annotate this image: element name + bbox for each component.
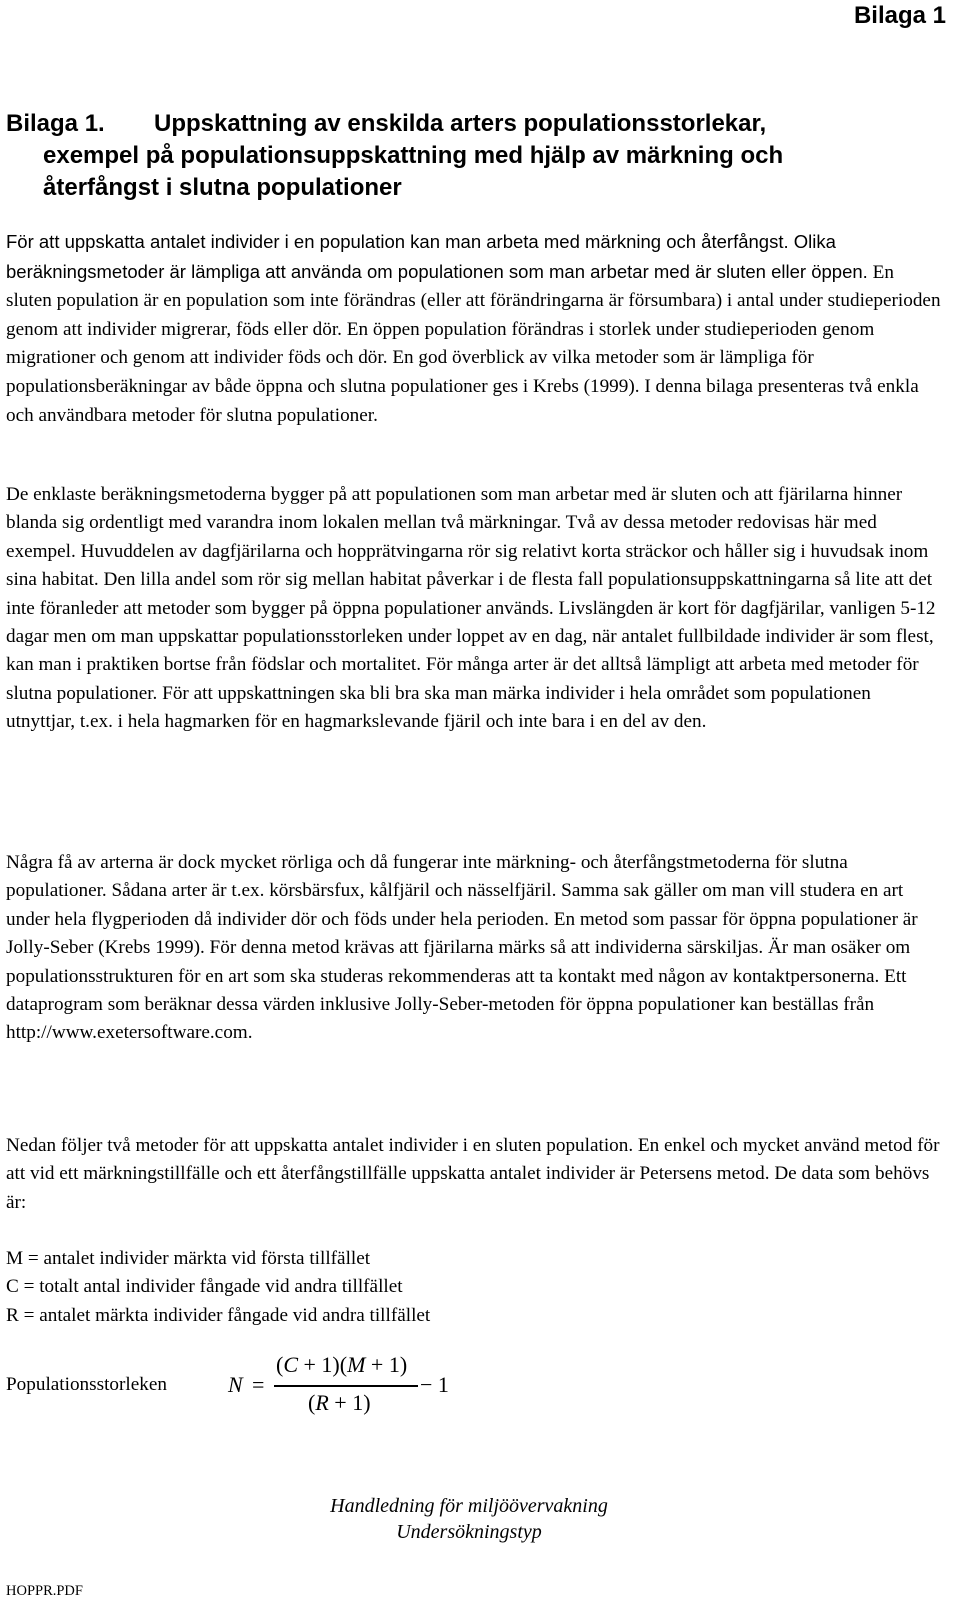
- heading-title-part-1: Uppskattning av enskilda arters populationsstorlekar,: [154, 110, 767, 137]
- paragraph-mobile-species: Några få av arterna är dock mycket rörliga och då fungerar inte märkning- och återfångstmetoderna för slutna populationer. Sådana arter är t.ex. körsbärsfux, kålfjäril och nässelfjäril. Samma sak gäller om man vill studera en art under hela flygperioden då individer dör och föds under hela perioden. En metod som passar för öppna populationer är Jolly-Seber (Krebs 1999). För denna metod krävas att fjärilarna märks så att individerna särskiljas. Är man osäker om populationsstrukturen för en art som ska studeras rekommenderas att ta kontakt med någon av kontaktpersonerna. Ett dataprogram som beräknar dessa värden inklusive Jolly-Seber-metoden för öppna populationer kan beställas från http://www.exetersoftware.com.: [6, 852, 918, 1044]
- section-heading: [6, 108, 946, 204]
- fraction-bar: [274, 1385, 418, 1387]
- formula-minus-one: − 1: [420, 1372, 449, 1397]
- heading-title-part-3: återfångst i slutna populationer: [43, 174, 402, 201]
- petersen-formula: [6, 1352, 606, 1428]
- formula-label: Populationsstorleken: [6, 1374, 167, 1395]
- definition-m: M = antalet individer märkta vid första tillfället: [6, 1248, 371, 1269]
- heading-title-part-2: exempel på populationsuppskattning med hjälp av märkning och: [43, 142, 784, 169]
- intro-paragraph: [6, 228, 941, 430]
- definition-c: C = totalt antal individer fångade vid andra tillfället: [6, 1276, 403, 1298]
- paragraph-petersen-intro: Nedan följer två metoder för att uppskatta antalet individer i en sluten population. En enkel och mycket använd metod för att vid ett märkningstillfälle och ett återfångstillfälle uppskatta antalet individer är Petersens metod. De data som behövs är:: [6, 1135, 940, 1213]
- variable-definitions: [6, 1245, 430, 1330]
- intro-sans-text: För att uppskatta antalet individer i en population kan man arbeta med märkning och återfångst. Olika beräkningsmetoder är lämpliga att använda om populationen som man arbetar med är sluten eller öppen.: [6, 231, 868, 282]
- formula-equals: =: [252, 1372, 265, 1397]
- footer-line-1: Handledning för miljöövervakning: [330, 1495, 608, 1517]
- definition-r: R = antalet märkta individer fångade vid andra tillfället: [6, 1304, 431, 1326]
- page-footer: [296, 1493, 642, 1545]
- page-header-label: Bilaga 1: [853, 2, 946, 29]
- intro-serif-text: En sluten population är en population som inte förändras (eller att förändringarna är försumbara) i antal under studieperioden genom att individer migrerar, föds eller dör. En öppen population förändras i storlek under studieperioden genom migrationer och genom att individer föds och dör. En god överblick av vilka metoder som är lämpliga för populationsberäkningar av både öppna och slutna populationer ges i Krebs (1999). I denna bilaga presenteras två enkla och användbara metoder för slutna populationer.: [6, 261, 941, 426]
- file-name: HOPPR.PDF: [6, 1583, 83, 1599]
- paragraph-closed-methods: De enklaste beräkningsmetoderna bygger på att populationen som man arbetar med är sluten och att fjärilarna hinner blanda sig ordentligt med varandra inom lokalen mellan två märkningar. Två av dessa metoder redovisas här med exempel. Huvuddelen av dagfjärilarna och hopprätvingarna rör sig relativt korta sträckor och håller sig i huvudsak inom sina habitat. Den lilla andel som rör sig mellan habitat påverkar i de flesta fall populationsuppskattningarna så lite att det inte föranleder att metoder som bygger på öppna populationer används. Livslängden är kort för dagfjärilar, vanligen 5-12 dagar men om man uppskattar populationsstorleken under loppet av en dag, när antalet fullbildade individer är som flest, kan man i praktiken bortse från födslar och mortalitet. För många arter är det alltså lämpligt att arbeta med metoder för slutna populationer. För att uppskattningen ska bli bra ska man märka individer i hela området som populationen utnyttjar, t.ex. i hela hagmarken för en hagmarkslevande fjäril och inte bara i en del av den.: [6, 484, 936, 733]
- footer-line-2: Undersökningstyp: [396, 1521, 542, 1543]
- heading-number: Bilaga 1.: [6, 110, 105, 137]
- formula-variable-n: N: [228, 1372, 243, 1397]
- formula-numerator: (C + 1)(M + 1): [276, 1352, 408, 1377]
- heading-line-1: [6, 108, 946, 140]
- formula-denominator: (R + 1): [308, 1390, 371, 1415]
